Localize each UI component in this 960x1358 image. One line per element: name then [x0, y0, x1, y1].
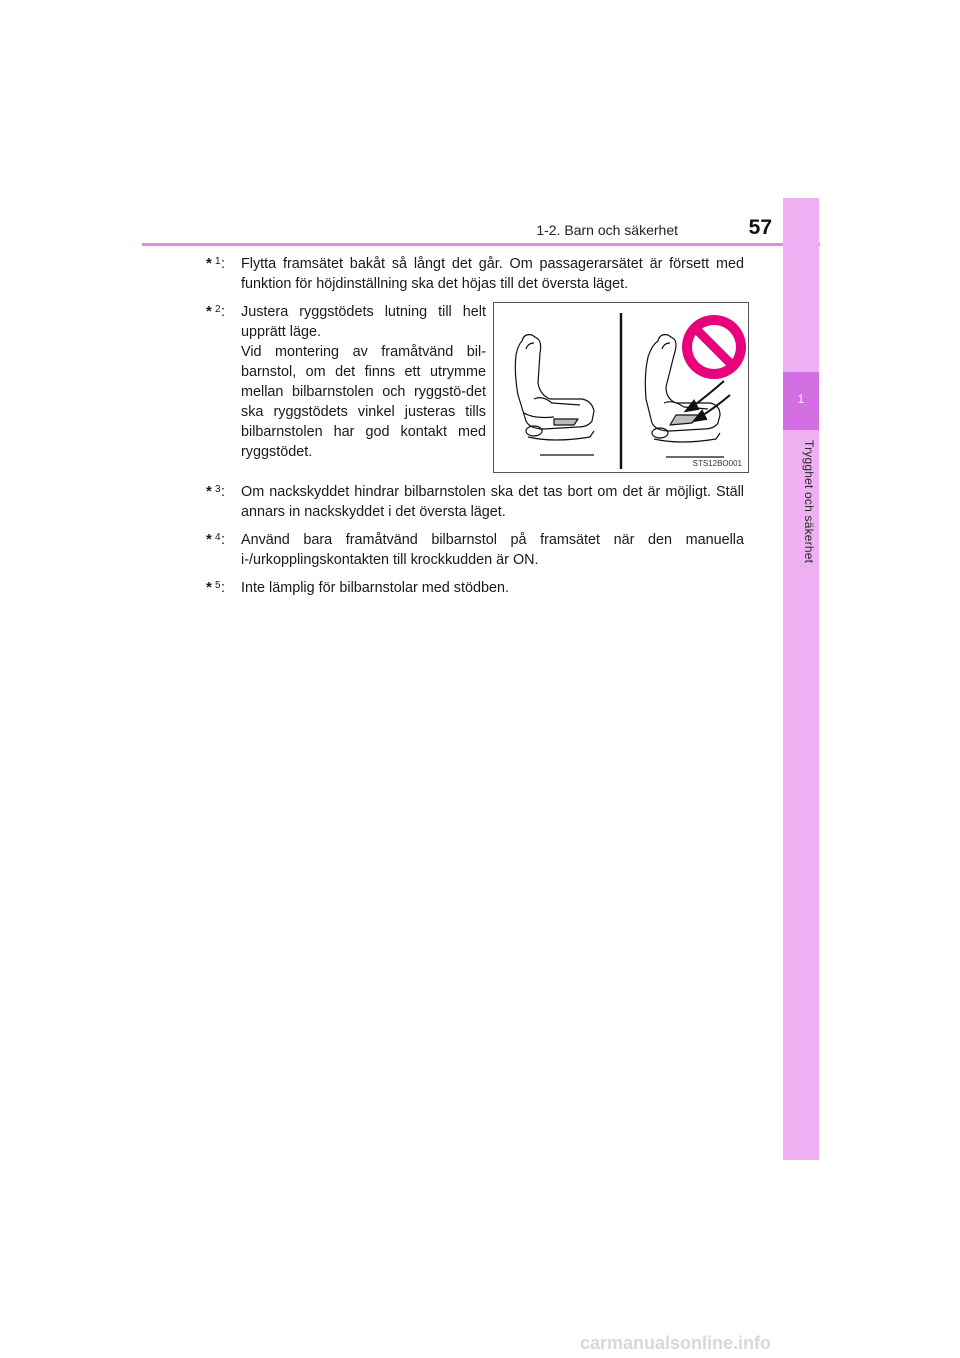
- footnote-text: Justera ryggstödets lutning till helt upprätt läge.: [241, 304, 486, 340]
- footnote-colon: :: [221, 580, 225, 596]
- footnote-number: 3: [215, 484, 221, 495]
- footnote-asterisk: *: [206, 531, 212, 548]
- footnote-number: 5: [215, 580, 221, 591]
- chapter-number: 1: [797, 392, 805, 406]
- footnote-asterisk: *: [206, 303, 212, 320]
- footnote-text: Använd bara framåtvänd bilbarnstol på framsätet när den manuella i-/urkopplingskontakten till krockkudden är ON.: [241, 532, 744, 568]
- footnote-number: 1: [215, 256, 221, 267]
- header-rule: [142, 243, 820, 246]
- footnote-text: Om nackskyddet hindrar bilbarnstolen ska det tas bort om det är möjligt. Ställ annars in nackskyddet i det översta läget.: [241, 484, 744, 520]
- footnote-colon: :: [221, 304, 225, 320]
- footnote-colon: :: [221, 256, 225, 272]
- watermark: carmanualsonline.info: [580, 1333, 772, 1353]
- footnote-asterisk: *: [206, 483, 212, 500]
- footnote-1: [206, 254, 744, 294]
- chapter-title: Trygghet och säkerhet: [802, 440, 816, 564]
- footnote-asterisk: *: [206, 255, 212, 272]
- footnote-colon: :: [221, 484, 225, 500]
- footnote-4: [206, 530, 744, 570]
- page-number: 57: [748, 216, 772, 239]
- footnote-3: [206, 482, 744, 522]
- footnote-number: 4: [215, 532, 221, 543]
- footnote-asterisk: *: [206, 579, 212, 596]
- seat-angle-illustration: [493, 302, 749, 473]
- section-title: 1-2. Barn och säkerhet: [536, 222, 678, 238]
- page-header: [140, 214, 820, 244]
- figure-code: STS12BO001: [692, 459, 742, 468]
- footnote-colon: :: [221, 532, 225, 548]
- footnote-text-continued: Vid montering av framåtvänd bil-barnstol, om det finns ett utrymme mellan bilbarnstolen och ryggstö-det ska ryggstödets vinkel justeras tills bilbarnstolen har god kontakt med ryggstödet.: [241, 344, 486, 460]
- footnote-text: Flytta framsätet bakåt så långt det går. Om passagerarsätet är försett med funktion för höjdinställning ska det höjas till det översta läget.: [241, 256, 744, 292]
- seat-illustration-graphic: [494, 303, 750, 474]
- footnote-2: [206, 302, 486, 462]
- footnote-text: Inte lämplig för bilbarnstolar med stödben.: [241, 580, 509, 596]
- footnote-number: 2: [215, 304, 221, 315]
- footnote-5: [206, 578, 744, 598]
- chapter-side-tab: [783, 198, 819, 1160]
